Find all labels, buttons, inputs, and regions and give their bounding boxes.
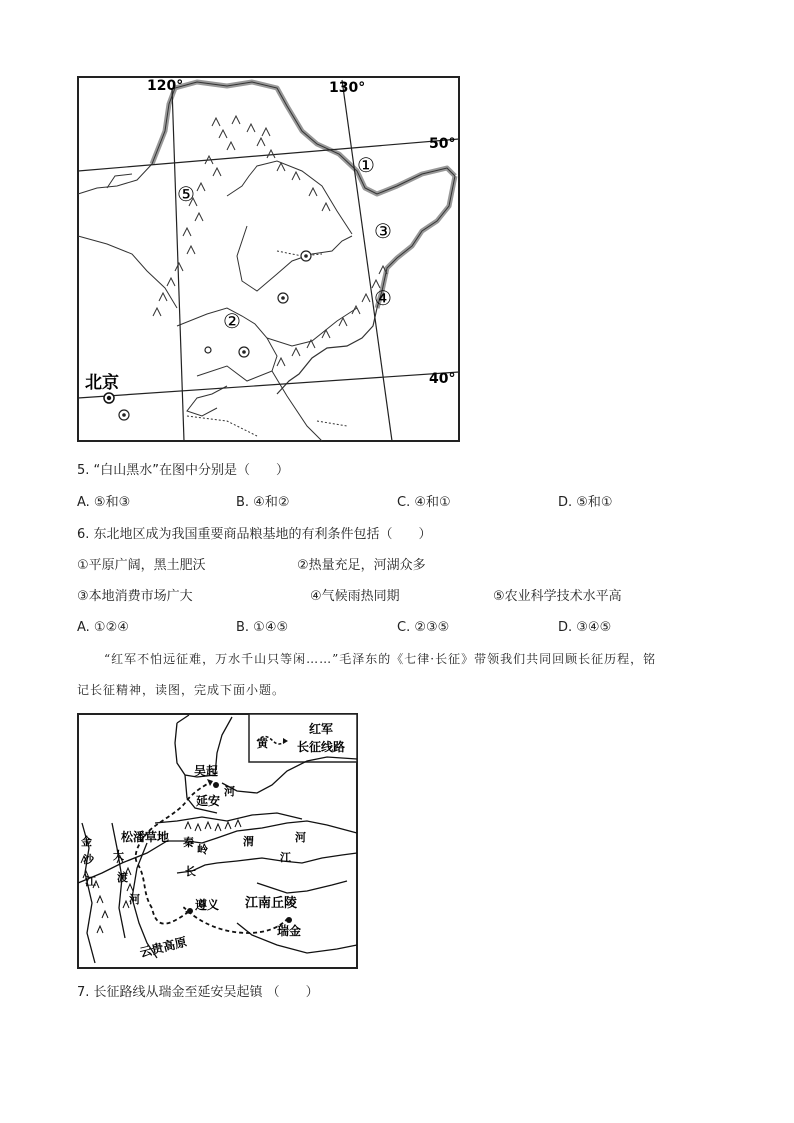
q6-item-5: ⑤农业科学技术水平高 [493, 589, 622, 604]
lon-120-label: 120° [147, 78, 184, 94]
legend-route-label: 长征线路 [297, 740, 346, 754]
q6-option-d[interactable]: D. ③④⑤ [558, 620, 612, 635]
qinling-label-2: 岭 [197, 843, 208, 856]
ruijin-marker [286, 917, 292, 923]
jiangnan-label: 江南丘陵 [245, 896, 298, 911]
q5-option-d[interactable]: D. ⑤和① [558, 495, 613, 510]
ruijin-label: 瑞金 [277, 924, 302, 938]
yellow-river-label-2: 河 [224, 785, 235, 798]
marker-5: ⑤ [177, 182, 195, 206]
passage-line-2: 记长征精神，读图，完成下面小题。 [77, 683, 286, 697]
dadu-label-3: 河 [129, 893, 140, 906]
q6-item-3: ③本地消费市场广大 [77, 589, 193, 604]
passage-line-1: “红军不怕远征难，万水千山只等闲……”毛泽东的《七律·长征》带领我们共同回顾长征历程，铭 [104, 652, 657, 666]
marker-2: ② [223, 309, 241, 333]
qinling-label-1: 秦 [183, 836, 194, 849]
lat-40-label: 40° [429, 371, 456, 387]
dadu-label-2: 渡 [117, 871, 128, 884]
beijing-label: 北京 [85, 373, 119, 393]
wuqi-label: 吴起 [194, 764, 219, 778]
yangtze-label-1: 长 [185, 865, 196, 878]
zunyi-label: 遵义 [195, 898, 220, 912]
zunyi-marker [187, 908, 193, 914]
q6-option-a[interactable]: A. ①②④ [77, 620, 129, 635]
marker-1: ① [357, 153, 375, 177]
jinsha-label-2: 沙 [83, 853, 94, 866]
jinsha-label-1: 金 [81, 835, 92, 848]
wei-river-label: 河 [295, 831, 306, 844]
marker-4: ④ [374, 286, 392, 310]
q5-option-c[interactable]: C. ④和① [397, 495, 451, 510]
dadu-label-1: 大 [113, 849, 124, 862]
yangtze-label-2: 江 [280, 851, 291, 864]
marker-3: ③ [374, 219, 392, 243]
q6-option-c[interactable]: C. ②③⑤ [397, 620, 450, 635]
q6-stem: 6. 东北地区成为我国重要商品粮基地的有利条件包括（ ） [77, 527, 432, 542]
yanan-label: 延安 [196, 794, 221, 808]
q5-option-a[interactable]: A. ⑤和③ [77, 495, 131, 510]
long-march-map [77, 713, 358, 969]
q7-stem: 7. 长征路线从瑞金至延安吴起镇 （ ） [77, 985, 319, 1000]
q5-stem: 5. “白山黑水”在图中分别是（ ） [77, 463, 290, 478]
q6-item-2: ②热量充足，河湖众多 [297, 558, 426, 573]
lat-50-label: 50° [429, 136, 456, 152]
lon-130-label: 130° [329, 80, 366, 96]
jinsha-label-3: 江 [85, 875, 96, 888]
q6-option-b[interactable]: B. ①④⑤ [236, 620, 289, 635]
q6-item-1: ①平原广阔，黑土肥沃 [77, 558, 206, 573]
wuqi-marker [213, 782, 219, 788]
wei-label: 渭 [243, 835, 254, 848]
yungui-label: 云贵高原 [138, 934, 189, 960]
songpan-label: 松潘草地 [121, 830, 170, 844]
q6-item-4: ④气候雨热同期 [310, 589, 400, 604]
legend-title: 红军 [309, 722, 334, 736]
yellow-river-label-1: 黄 [257, 737, 268, 750]
northeast-china-map [77, 76, 460, 442]
q5-option-b[interactable]: B. ④和② [236, 495, 290, 510]
